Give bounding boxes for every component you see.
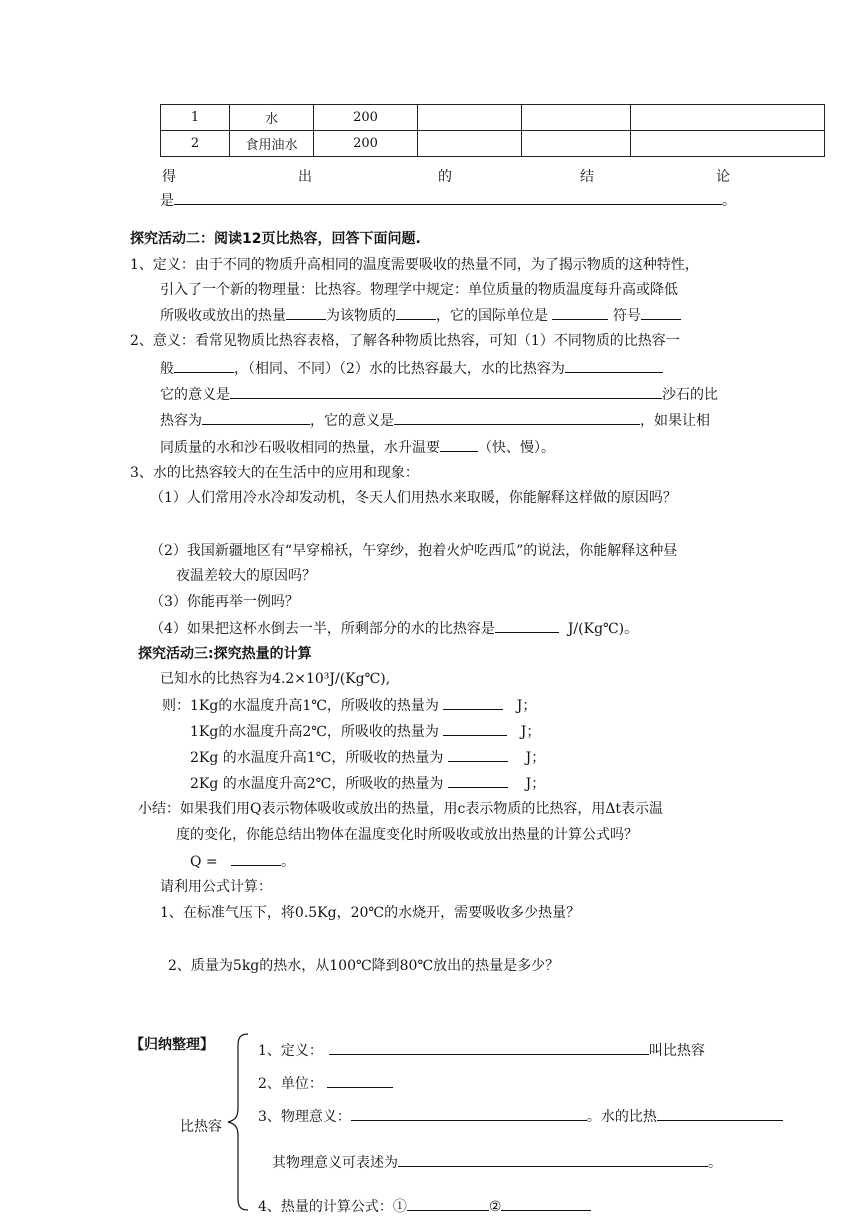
summary-text: 叫比热容: [648, 1043, 705, 1059]
meaning-text: ，它的意义是: [310, 413, 394, 429]
table-cell-empty: [418, 105, 522, 131]
definition-text: 所吸收或放出的热量: [160, 308, 286, 324]
known-water-c: 已知水的比热容为4.2×10³J/(Kg℃),: [160, 671, 391, 687]
meaning-line-1: 2、意义：看常见物质比热容表格，了解各种物质比热容，可知（1）不同物质的比热容一: [130, 333, 680, 349]
blank-definition[interactable]: [329, 1040, 649, 1055]
summary-text: 。水的比热: [586, 1109, 657, 1125]
blank-water-heat[interactable]: [657, 1106, 783, 1121]
meaning-text: ，如果让相: [640, 413, 710, 429]
curly-brace-icon: [224, 1032, 254, 1214]
meaning-text: 热容为: [160, 413, 202, 429]
meaning-line-5: [160, 437, 555, 458]
definition-line-2: 引入了一个新的物理量：比热容。物理学中规定：单位质量的物质温度每升高或降低: [160, 282, 678, 298]
meaning-line-2: [160, 358, 663, 379]
blank-water-c[interactable]: [565, 358, 663, 373]
table-row: [161, 105, 825, 131]
experiment-table: [160, 104, 825, 157]
definition-text: 为该物质的: [326, 308, 396, 324]
calc-line: [190, 773, 545, 794]
calc-blank[interactable]: [448, 773, 508, 788]
calc-line: [162, 695, 536, 716]
calc-unit: J；: [525, 750, 546, 766]
table-cell-empty: [522, 105, 631, 131]
table-cell-empty: [631, 105, 825, 131]
table-cell-no: 2: [161, 131, 230, 157]
summary-text: 3、物理意义：: [258, 1109, 351, 1125]
question-2-line-1: （2）我国新疆地区有“早穿棉袄，午穿纱，抱着火炉吃西瓜”的说法，你能解释这种昼: [150, 543, 678, 559]
calc-line: [190, 721, 540, 742]
summary-center-label: 比热容: [180, 1119, 222, 1135]
summary-text: 2、单位：: [258, 1076, 323, 1092]
blank-unit2[interactable]: [327, 1073, 393, 1088]
question-2-line-2: 夜温差较大的原因吗？: [176, 568, 316, 584]
conclusion-char: 结: [580, 169, 594, 185]
blank-fast-slow[interactable]: [440, 437, 478, 452]
question-text: J/(Kg℃)。: [567, 621, 639, 637]
calc-text: 1Kg的水温度升高1℃，所吸收的热量为: [190, 698, 439, 714]
calc-unit: J；: [516, 698, 537, 714]
blank-half-water[interactable]: [495, 618, 559, 633]
table-row: [161, 131, 825, 157]
formula-line: [190, 851, 295, 872]
problem-2: 2、质量为5kg的热水，从100℃降到80℃放出的热量是多少？: [168, 958, 560, 974]
calc-text: 2Kg 的水温度升高1℃，所吸收的热量为: [190, 750, 444, 766]
definition-line-1: 1、定义：由于不同的物质升高相同的温度需要吸收的热量不同，为了揭示物质的这种特性，: [130, 257, 699, 273]
meaning-text: 般: [160, 361, 174, 377]
problem-1: 1、在标准气压下，将0.5Kg，20℃的水烧开，需要吸收多少热量？: [160, 905, 581, 921]
calc-blank[interactable]: [443, 721, 507, 736]
calc-line: [190, 747, 545, 768]
conclusion-char: 的: [438, 169, 452, 185]
table-cell-empty: [522, 131, 631, 157]
meaning-line-4: [160, 410, 710, 431]
blank-formula-1[interactable]: [407, 1196, 489, 1211]
blank-heat[interactable]: [286, 305, 326, 320]
use-formula-label: 请利用公式计算：: [160, 879, 272, 895]
meaning-text: （快、慢）。: [478, 440, 555, 456]
summary-item-4: [258, 1196, 591, 1217]
blank-phys-desc[interactable]: [398, 1152, 708, 1167]
summary-text: 1、定义：: [258, 1043, 323, 1059]
calc-blank[interactable]: [443, 695, 503, 710]
summary-text: 其物理意义可表述为: [272, 1155, 398, 1171]
conclusion-shi: 是: [160, 193, 174, 209]
meaning-line-3: [160, 384, 718, 405]
meaning-text: 沙石的比: [662, 387, 718, 403]
summary-line-2: 度的变化，你能总结出物体在温度变化时所吸收或放出热量的计算公式吗？: [176, 827, 638, 843]
calc-text: 1Kg的水温度升高2℃，所吸收的热量为: [190, 724, 439, 740]
table-cell-substance: 食用油水: [230, 131, 314, 157]
blank-meaning-water[interactable]: [230, 384, 662, 399]
blank-symbol[interactable]: [641, 305, 681, 320]
blank-unit[interactable]: [552, 305, 608, 320]
conclusion-char: 得: [162, 169, 176, 185]
table-cell-mass: 200: [314, 105, 418, 131]
summary-text: ②: [488, 1199, 502, 1215]
activity2-heading: 探究活动二：阅读12页比热容，回答下面问题.: [130, 231, 421, 247]
formula-end: 。: [281, 854, 296, 870]
formula-blank[interactable]: [231, 851, 281, 866]
application-heading: 3、水的比热容较大的在生活中的应用和现象：: [130, 465, 419, 481]
table-cell-empty: [418, 131, 522, 157]
calc-text: 2Kg 的水温度升高2℃，所吸收的热量为: [190, 776, 444, 792]
conclusion-char: 出: [298, 169, 312, 185]
calc-blank[interactable]: [448, 747, 508, 762]
question-3: （3）你能再举一例吗？: [150, 594, 299, 610]
meaning-text: 同质量的水和沙石吸收相同的热量，水升温要: [160, 440, 440, 456]
meaning-text: 它的意义是: [160, 387, 230, 403]
question-text: （4）如果把这杯水倒去一半，所剩部分的水的比热容是: [150, 621, 495, 637]
calc-unit: J；: [525, 776, 546, 792]
summary-item-3-line-2: [272, 1152, 722, 1173]
summary-item-1: [258, 1040, 705, 1061]
summary-title: 【归纳整理】: [130, 1037, 214, 1053]
calc-unit: J；: [520, 724, 541, 740]
table-cell-no: 1: [161, 105, 230, 131]
blank-formula-2[interactable]: [501, 1196, 591, 1211]
blank-same-diff[interactable]: [174, 358, 234, 373]
definition-line-3: [160, 305, 681, 326]
summary-line-1: 小结：如果我们用Q表示物体吸收或放出的热量，用c表示物质的比热容，用Δt表示温: [138, 801, 664, 817]
conclusion-end: 。: [722, 193, 736, 209]
table-cell-mass: 200: [314, 131, 418, 157]
conclusion-blank[interactable]: [174, 190, 722, 205]
conclusion-char: 论: [716, 169, 730, 185]
definition-text: ，它的国际单位是: [436, 308, 548, 324]
blank-meaning-sand[interactable]: [394, 410, 640, 425]
definition-text: 符号: [612, 308, 641, 324]
summary-item-3: [258, 1106, 783, 1127]
meaning-text: ，（相同、不同）（2）水的比热容最大，水的比热容为: [234, 361, 565, 377]
summary-text: 。: [708, 1155, 722, 1171]
question-4: [150, 618, 638, 639]
blank-name[interactable]: [396, 305, 436, 320]
formula-q: Q =: [190, 854, 218, 870]
then-label: 则：: [162, 698, 190, 714]
conclusion-line: [160, 190, 736, 211]
blank-phys-meaning[interactable]: [351, 1106, 587, 1121]
table-cell-substance: 水: [230, 105, 314, 131]
summary-item-2: [258, 1073, 393, 1094]
summary-text: 4、热量的计算公式：①: [258, 1199, 407, 1215]
blank-sand-c[interactable]: [202, 410, 310, 425]
activity3-heading: 探究活动三:探究热量的计算: [138, 646, 312, 662]
table-cell-empty: [631, 131, 825, 157]
question-1: （1）人们常用冷水冷却发动机，冬天人们用热水来取暖，你能解释这样做的原因吗？: [150, 490, 677, 506]
